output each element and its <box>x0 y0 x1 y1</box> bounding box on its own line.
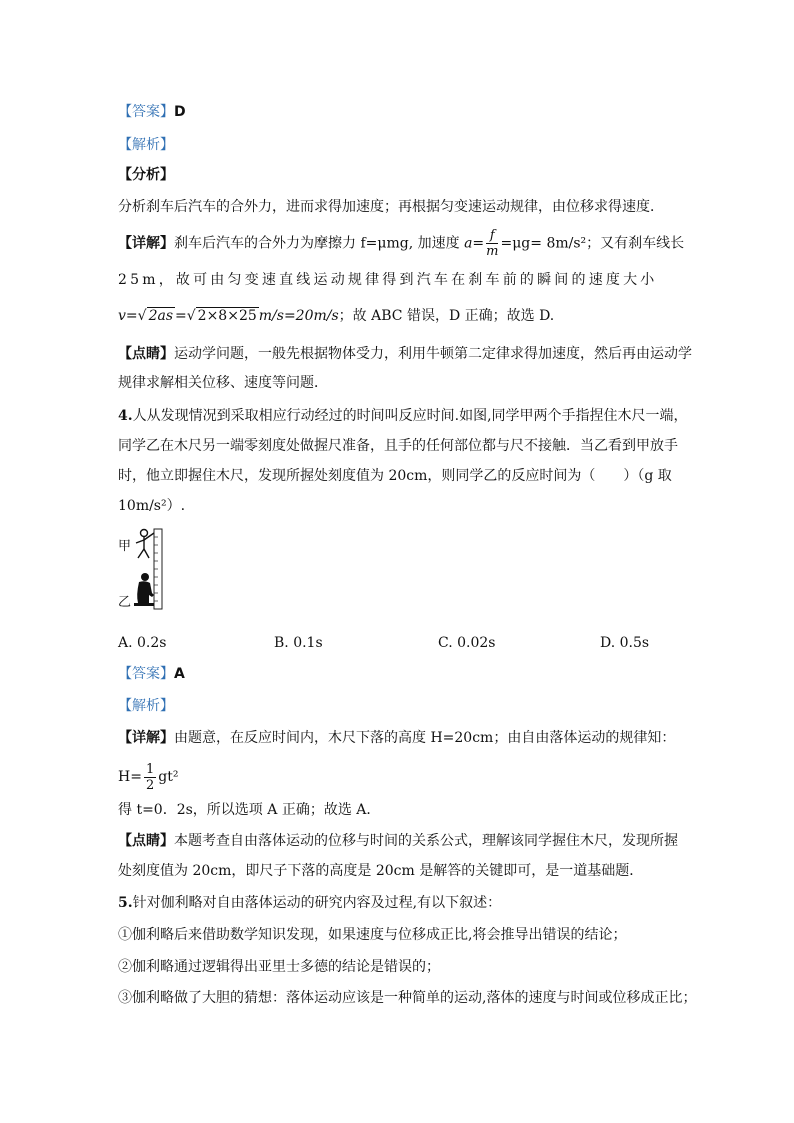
q4-line-2: 同学乙在木尺另一端零刻度处做握尺准备，且手的任何部位都与尺不接触．当乙看到甲放手 <box>118 438 678 454</box>
q3-comment-line-1: 【点睛】运动学问题，一般先根据物体受力，利用牛顿第二定律求得加速度，然后再由运动学 <box>118 346 692 362</box>
sqrt-term-2: 2×8×25 <box>197 308 257 324</box>
q4-answer-line <box>118 664 185 684</box>
detail-tag: 【详解】 <box>118 730 174 746</box>
q4-comment-line-1: 【点睛】本题考查自由落体运动的位移与时间的关系公式，理解该同学握住木尺，发现所握 <box>118 833 678 849</box>
sqrt-symbol: √ <box>137 308 147 324</box>
q5-item-2: ②伽利略通过逻辑得出亚里士多德的结论是错误的； <box>118 959 440 975</box>
fenxi-text: 分析刹车后汽车的合外力，进而求得加速度；再根据匀变速运动规律，由位移求得速度． <box>118 199 664 215</box>
person-b-label: 乙 <box>118 595 132 610</box>
answer-tag: 【答案】 <box>118 104 174 120</box>
person-a-label: 甲 <box>118 539 132 554</box>
option-b[interactable]: B. 0.1s <box>274 635 323 651</box>
q3-answer-line <box>118 102 186 122</box>
answer-value: A <box>174 666 185 682</box>
analysis-tag: 【解析】 <box>118 137 174 153</box>
q4-line-1: 4.人从发现情况到采取相应行动经过的时间叫反应时间.如图,同学甲两个手指捏住木尺一端， <box>118 408 688 424</box>
option-c[interactable]: C. 0.02s <box>438 635 496 651</box>
q3-detail-line-2: 25m，故可由匀变速直线运动规律得到汽车在刹车前的瞬间的速度大小 <box>118 272 658 288</box>
person-a-icon <box>136 530 154 559</box>
option-a[interactable]: A. 0.2s <box>118 635 167 651</box>
fraction-one-half: $\frac{1}{2}$ <box>145 761 155 793</box>
q5-item-1: ①伽利略后来借助数学知识发现，如果速度与位移成正比,将会推导出错误的结论； <box>118 927 627 943</box>
q5-item-3: ③伽利略做了大胆的猜想：落体运动应该是一种简单的运动,落体的速度与时间或位移成正比； <box>118 990 697 1006</box>
q4-line-4: 10m/s²）. <box>118 498 186 514</box>
formula-lhs: a= <box>464 235 485 252</box>
ruler-figure <box>118 525 178 615</box>
q5-line-1: 5.针对伽利略对自由落体运动的研究内容及过程,有以下叙述： <box>118 895 502 911</box>
q4-line-3: 时，他立即握住木尺，发现所握处刻度值为 20cm，则同学乙的反应时间为（ ）（g 取 <box>118 468 672 484</box>
q3-detail-line-1 <box>118 228 684 259</box>
answer-value: D <box>174 104 186 120</box>
question-number: 5. <box>118 895 133 911</box>
q3-comment-line-2: 规律求解相关位移、速度等问题． <box>118 375 328 391</box>
detail-tag: 【详解】 <box>118 235 174 252</box>
person-b-icon <box>134 573 154 606</box>
analysis-tag: 【解析】 <box>118 698 174 714</box>
question-number: 4. <box>118 408 133 424</box>
fenxi-tag: 【分析】 <box>118 167 174 183</box>
comment-tag: 【点睛】 <box>118 346 174 362</box>
q3-detail-line-3: v=√ 2as =√ 2×8×25 m/s=20m/s；故 ABC 错误，D 正确；故选 D. <box>118 308 555 324</box>
answer-tag: 【答案】 <box>118 666 174 682</box>
q4-options <box>118 633 678 653</box>
comment-tag: 【点睛】 <box>118 833 174 849</box>
q4-detail-line-2: H= $\frac{1}{2}$ gt² <box>118 761 179 793</box>
fraction-f-over-m: $\frac{f}{m}$ <box>486 228 499 259</box>
detail-text: 刹车后汽车的合外力为摩擦力 f=μmg, 加速度 <box>174 235 460 252</box>
q4-detail-line-3: 得 t=0．2s，所以选项 A 正确；故选 A． <box>118 802 381 818</box>
option-d[interactable]: D. 0.5s <box>600 635 650 651</box>
sqrt-symbol: √ <box>186 308 196 324</box>
q4-detail-line-1: 【详解】由题意，在反应时间内，木尺下落的高度 H=20cm；由自由落体运动的规律知： <box>118 730 676 746</box>
detail-text: =μg= 8m/s²；又有刹车线长 <box>500 235 685 252</box>
q4-comment-line-2: 处刻度值为 20cm，即尺子下落的高度是 20cm 是解答的关键即可，是一道基础题． <box>118 863 644 879</box>
sqrt-term-1: 2as <box>148 308 174 324</box>
